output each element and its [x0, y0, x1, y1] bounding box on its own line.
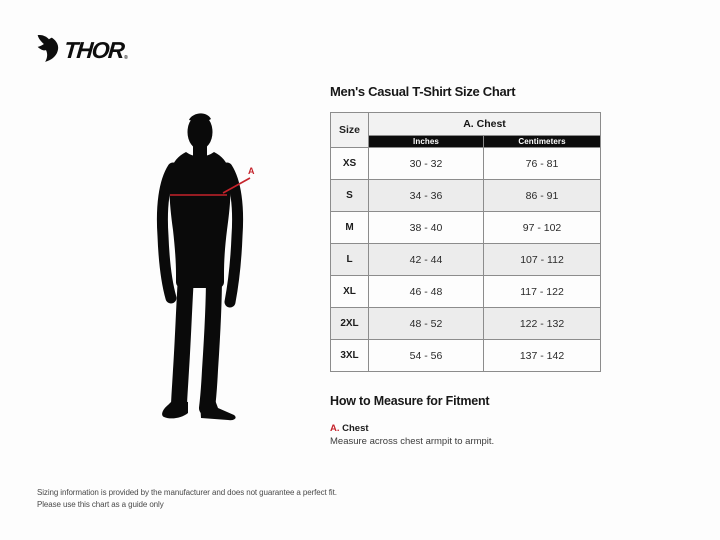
measure-item-description: Measure across chest armpit to armpit. — [330, 436, 495, 447]
chest-annotation-label: A — [248, 166, 255, 176]
inches-cell: 38 - 40 — [369, 212, 484, 244]
measure-item-key: A. — [330, 423, 340, 434]
centimeters-cell: 137 - 142 — [484, 340, 601, 372]
body-silhouette-diagram — [146, 112, 266, 424]
measure-item-chest — [330, 423, 600, 448]
centimeters-cell: 97 - 102 — [484, 212, 601, 244]
size-cell: M — [331, 212, 369, 244]
centimeters-column-header: Centimeters — [484, 136, 601, 148]
size-cell: 2XL — [331, 308, 369, 340]
centimeters-cell: 107 - 112 — [484, 244, 601, 276]
table-row — [331, 276, 601, 308]
inches-column-header: Inches — [369, 136, 484, 148]
disclaimer-line-1: Sizing information is provided by the manufacturer and does not guarantee a perfect fit. — [37, 488, 337, 497]
inches-cell: 46 - 48 — [369, 276, 484, 308]
trademark-symbol: ® — [124, 55, 128, 61]
size-cell: L — [331, 244, 369, 276]
size-chart-title: Men's Casual T-Shirt Size Chart — [330, 84, 516, 99]
disclaimer-text — [37, 487, 337, 510]
measure-item-name: Chest — [342, 423, 369, 434]
size-column-header: Size — [331, 113, 369, 148]
size-cell: XS — [331, 148, 369, 180]
size-cell: XL — [331, 276, 369, 308]
inches-cell: 42 - 44 — [369, 244, 484, 276]
table-row — [331, 244, 601, 276]
table-row — [331, 340, 601, 372]
centimeters-cell: 76 - 81 — [484, 148, 601, 180]
table-row — [331, 308, 601, 340]
centimeters-cell: 86 - 91 — [484, 180, 601, 212]
size-table-body — [331, 148, 601, 372]
thor-helmet-icon — [36, 34, 61, 63]
size-chart-table — [330, 112, 601, 372]
logo-wordmark: THOR — [63, 37, 125, 63]
centimeters-cell: 117 - 122 — [484, 276, 601, 308]
thor-logo — [36, 34, 128, 63]
table-row — [331, 212, 601, 244]
chest-group-header: A. Chest — [369, 113, 601, 136]
inches-cell: 30 - 32 — [369, 148, 484, 180]
inches-cell: 48 - 52 — [369, 308, 484, 340]
size-cell: 3XL — [331, 340, 369, 372]
measure-guide-title: How to Measure for Fitment — [330, 394, 490, 408]
table-row — [331, 148, 601, 180]
centimeters-cell: 122 - 132 — [484, 308, 601, 340]
inches-cell: 34 - 36 — [369, 180, 484, 212]
male-silhouette-graphic — [146, 112, 266, 424]
table-row — [331, 180, 601, 212]
disclaimer-line-2: Please use this chart as a guide only — [37, 499, 164, 509]
size-chart-panel — [330, 84, 600, 448]
inches-cell: 54 - 56 — [369, 340, 484, 372]
size-cell: S — [331, 180, 369, 212]
